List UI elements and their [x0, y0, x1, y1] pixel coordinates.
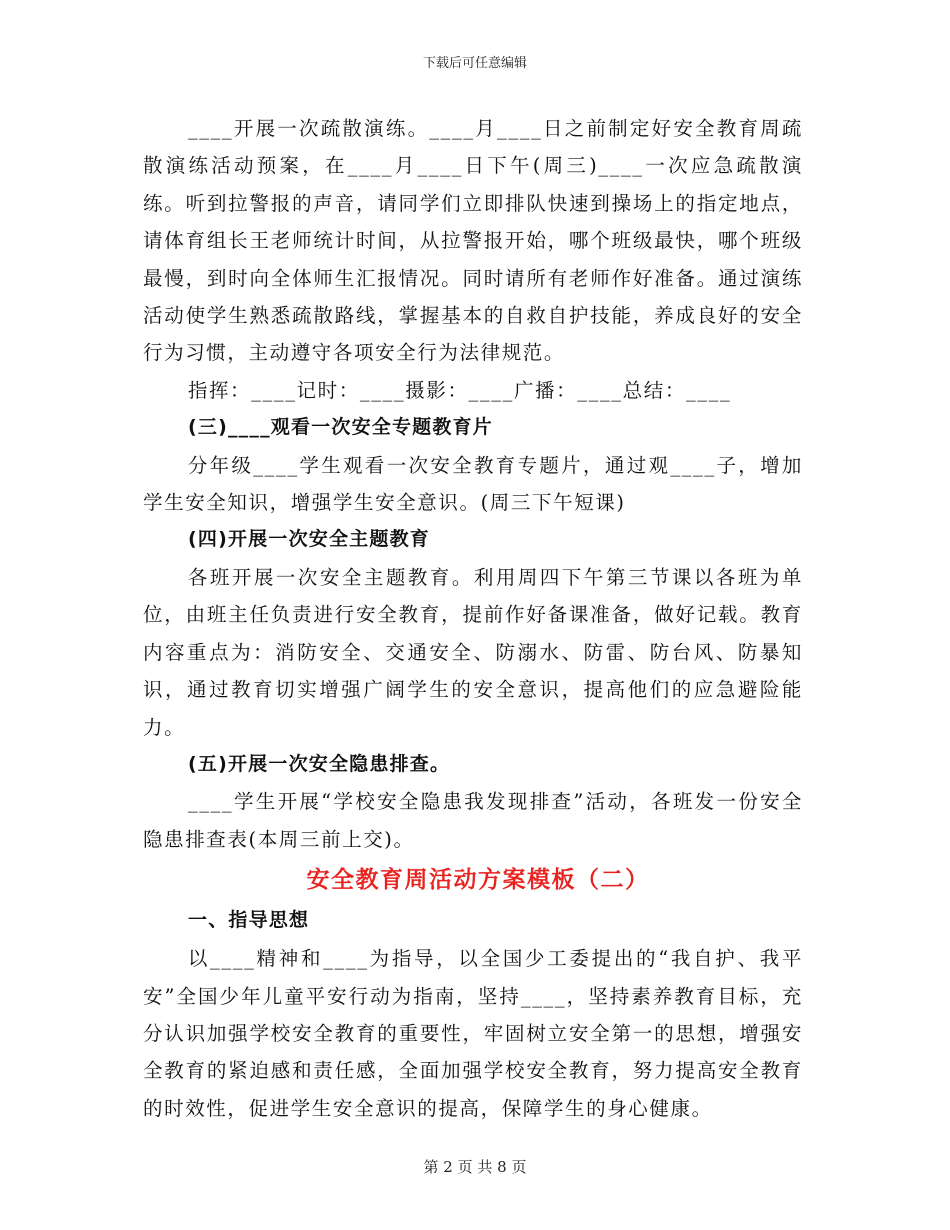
paragraph-item-5: ____学生开展“学校安全隐患我发现排查”活动，各班发一份安全隐患排查表(本周三前上交)。 [143, 790, 803, 851]
section-heading-guiding-thought: 一、指导思想 [188, 909, 310, 932]
heading-item-4: (四)开展一次安全主题教育 [188, 528, 430, 551]
document-body [143, 110, 803, 1127]
paragraph-evacuation-drill: ____开展一次疏散演练。____月____日之前制定好安全教育周疏散演练活动预案，在____月____日下午(周三)____一次应急疏散演练。听到拉警报的声音，请同学们立即排队快速到操场上的指定地点，请体育组长王老师统计时间，从拉警报开始，哪个班级最快，哪个班级最慢，到时向全体师生汇报情况。同时请所有老师作好准备。通过演练活动使学生熟悉疏散路线，掌握基本的自救自护技能，养成良好的安全行为习惯，主动遵守各项安全行为法律规范。 [143, 117, 803, 365]
document-title: 安全教育周活动方案模板（二） [306, 867, 650, 894]
paragraph-guiding-thought: 以____精神和____为指导，以全国少工委提出的“我自护、我平安”全国少年儿童平安行动为指南，坚持____，坚持素养教育目标，充分认识加强学校安全教育的重要性，牢固树立安全第一的思想，增强安全教育的紧迫感和责任感，全面加强学校安全教育，努力提高安全教育的时效性，促进学生安全意识的提高，保障学生的身心健康。 [143, 947, 803, 1120]
paragraph-roles: 指挥：____记时：____摄影：____广播：____总结：____ [187, 378, 732, 402]
page-header: 下载后可任意编辑 [422, 56, 527, 71]
heading-item-5: (五)开展一次安全隐患排查。 [188, 752, 451, 775]
heading-item-3: (三)____观看一次安全专题教育片 [188, 416, 493, 439]
page-footer: 第 2 页 共 8 页 [423, 1158, 527, 1176]
paragraph-item-3: 分年级____学生观看一次安全教育专题片，通过观____子，增加学生安全知识，增强学生安全意识。(周三下午短课) [143, 453, 803, 515]
paragraph-item-4: 各班开展一次安全主题教育。利用周四下午第三节课以各班为单位，由班主任负责进行安全教育，提前作好备课准备，做好记载。教育内容重点为：消防安全、交通安全、防溺水、防雷、防台风、防暴知识，通过教育切实增强广阔学生的安全意识，提高他们的应急避险能力。 [143, 565, 803, 739]
